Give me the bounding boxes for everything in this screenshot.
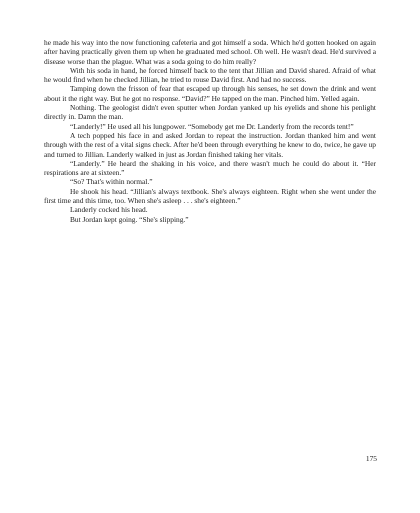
page-body	[44, 38, 376, 224]
paragraph: “Landerly.” He heard the shaking in his voice, and there wasn't much he could do about it. “Her respirations are at sixteen.”	[44, 158, 376, 178]
paragraph: A tech popped his face in and asked Jordan to repeat the instruction. Jordan thanked him and went through with the rest of a vital signs check. After he'd been through everything he knew to do, twice, he gave up and turned to Jillian. Landerly walked in just as Jordan finished taking her vitals.	[44, 130, 376, 159]
paragraph: He shook his head. “Jillian's always textbook. She's always eighteen. Right when she went under the first time and this time, too. When she's asleep . . . she's eighteen.”	[44, 186, 376, 206]
paragraph: “Landerly!” He used all his lungpower. “Somebody get me Dr. Landerly from the records tent!”	[70, 121, 354, 131]
paragraph: Landerly cocked his head.	[70, 205, 148, 215]
paragraph: “So? That's within normal.”	[70, 177, 153, 187]
body-text	[44, 38, 376, 224]
paragraph: Nothing. The geologist didn't even sputter when Jordan yanked up his eyelids and shone his penlight directly in. Damn the man.	[44, 103, 376, 122]
page-number: 175	[365, 454, 377, 463]
paragraph: But Jordan kept going. “She's slipping.”	[70, 214, 189, 224]
paragraph: With his soda in hand, he forced himself back to the tent that Jillian and David shared. Afraid of what he would find when he checked Jillian, he tried to rouse David first. And had no success.	[44, 65, 376, 85]
paragraph: Tamping down the frisson of fear that escaped up through his senses, he set down the drink and went about it the right way. But he got no response. “David?” He tapped on the man. Pinched him. Yelled again.	[44, 84, 376, 103]
paragraph: he made his way into the now functioning cafeteria and got himself a soda. Which he'd gotten hooked on again after having practically given them up when he graduated med school. Oh well. He wasn't dead. He'd survived a disease worse than the plague. What was a soda going to do him really?	[44, 38, 376, 66]
